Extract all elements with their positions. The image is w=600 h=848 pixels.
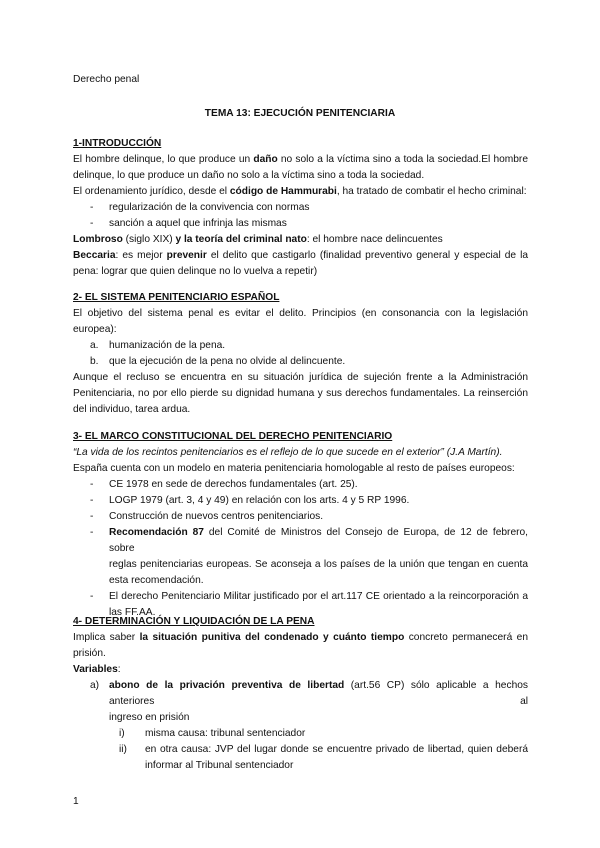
page-number: 1	[73, 796, 79, 807]
section-introduccion	[73, 136, 528, 280]
sub-list-item: ii) en otra causa: JVP del lugar donde se encuentre privado de libertad, quien deberá	[119, 744, 528, 755]
paragraph-line: europea):	[73, 324, 117, 335]
list-item: - sanción a aquel que infrinja las mismas	[73, 216, 528, 232]
paragraph-line: El objetivo del sistema penal es evitar el delito. Principios (en consonancia con la legislación	[73, 308, 528, 319]
section-sistema-penitenciario	[73, 290, 528, 418]
paragraph-line: pena: lograr que quien delinque no lo vuelva a repetir)	[73, 266, 318, 277]
list-item: - regularización de la convivencia con normas	[73, 200, 528, 216]
paragraph-line: Aunque el recluso se encuentra en su situación jurídica de sujeción frente a la Administración	[73, 372, 528, 383]
paragraph-line: del individuo, tarea ardua.	[73, 404, 191, 415]
section-determinacion-liquidacion	[73, 614, 528, 774]
paragraph-line: El hombre delinque, lo que produce un daño no solo a la víctima sino a toda la sociedad.El hombre	[73, 154, 528, 165]
list-item-continuation: reglas penitenciarias europeas. Se aconseja a los países de la unión que tengan en cuenta	[109, 559, 528, 570]
sub-list-item: i) misma causa: tribunal sentenciador	[119, 728, 306, 739]
list-item-continuation: esta recomendación.	[109, 575, 204, 586]
list-item: - Recomendación 87 del Comité de Ministros del Consejo de Europa, de 12 de febrero, sobre	[73, 525, 528, 557]
paragraph-line: Penitenciaria, no por ello pierde su dignidad humana y sus derechos fundamentales. La reinserción	[73, 388, 528, 399]
section-heading: 4- DETERMINACIÓN Y LIQUIDACIÓN DE LA PENA	[73, 616, 315, 627]
document-title: TEMA 13: EJECUCIÓN PENITENCIARIA	[204, 108, 396, 119]
section-marco-constitucional	[73, 429, 528, 621]
list-item: - LOGP 1979 (art. 3, 4 y 49) en relación con los arts. 4 y 5 RP 1996.	[73, 493, 528, 509]
paragraph-line: prisión.	[73, 648, 106, 659]
list-item-continuation: ingreso en prisión	[109, 712, 190, 723]
list-item: - Construcción de nuevos centros penitenciarios.	[73, 509, 528, 525]
paragraph-line: El ordenamiento jurídico, desde el código de Hammurabi, ha tratado de combatir el hecho criminal:	[73, 186, 527, 197]
paragraph-line: delinque, lo que produce un daño no solo a la víctima sino a toda la sociedad.	[73, 170, 425, 181]
list-item: - CE 1978 en sede de derechos fundamentales (art. 25).	[73, 477, 528, 493]
sub-list-item-continuation: informar al Tribunal sentenciador	[145, 760, 294, 771]
section-heading: 1-INTRODUCCIÓN	[73, 138, 162, 149]
document-header: Derecho penal	[73, 74, 140, 85]
paragraph-line: España cuenta con un modelo en materia penitenciaria homologable al resto de países europeos:	[73, 463, 515, 474]
variables-label: Variables:	[73, 664, 121, 675]
section-heading: 3- EL MARCO CONSTITUCIONAL DEL DERECHO PENITENCIARIO	[73, 431, 393, 442]
paragraph-line: Implica saber la situación punitiva del condenado y cuánto tiempo concreto permanecerá en	[73, 632, 528, 643]
paragraph-line: Lombroso (siglo XIX) y la teoría del criminal nato: el hombre nace delincuentes	[73, 234, 443, 245]
section-heading: 2- EL SISTEMA PENITENCIARIO ESPAÑOL	[73, 292, 280, 303]
list-item-continuation: las FF.AA.	[109, 607, 156, 618]
paragraph-line: Beccaria: es mejor prevenir el delito que castigarlo (finalidad preventivo general y especial de la	[73, 250, 529, 261]
list-item: b. que la ejecución de la pena no olvide al delincuente.	[90, 356, 346, 367]
list-item: a. humanización de la pena.	[90, 340, 226, 351]
list-item: - El derecho Penitenciario Militar justificado por el art.117 CE orientado a la reincorporación a	[73, 589, 528, 605]
quote: “La vida de los recintos penitenciarios es el reflejo de lo que sucede en el exterior” (J.A Martín).	[73, 447, 503, 458]
list-item: a) abono de la privación preventiva de libertad (art.56 CP) sólo aplicable a hechos anteriores al	[90, 680, 528, 707]
